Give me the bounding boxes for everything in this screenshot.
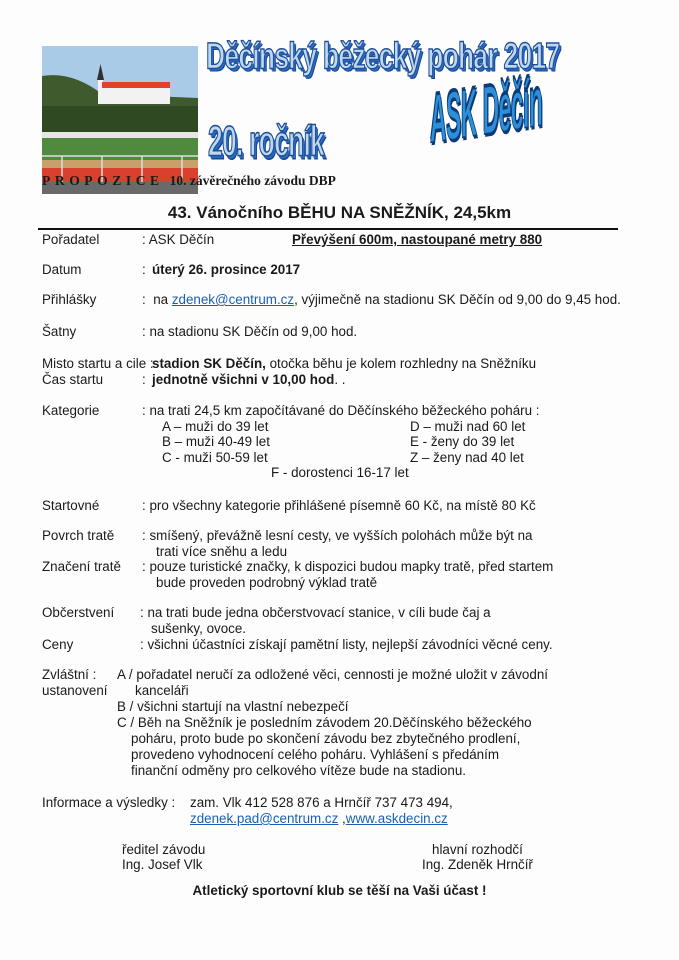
closing-message: Atletický sportovní klub se těší na Vaši účast ! <box>192 883 487 898</box>
propozice-label: PROPOZICE <box>42 173 164 188</box>
informace-links <box>190 811 448 826</box>
category-b: B – muži 40-49 let <box>162 434 270 449</box>
club-logo: ASK Děčín <box>430 64 543 158</box>
datum-label: Datum <box>42 262 82 277</box>
elevation-note: Převýšení 600m, nastoupané metry 880 <box>292 232 543 247</box>
obcerstveni-value-2: sušenky, ovoce. <box>151 621 247 636</box>
misto-label: Misto startu a cile : <box>42 356 154 371</box>
satny-label: Šatny <box>42 324 77 339</box>
propozice-subtitle: 10. závěrečného závodu DBP <box>169 173 336 188</box>
propozice-heading <box>42 173 336 189</box>
poradatel-label: Pořadatel <box>42 232 100 247</box>
kategorie-intro: : na trati 24,5 km započítávané do Děčínského běžeckého poháru : <box>142 403 540 418</box>
zvlastni-label: Zvláštní : <box>42 667 97 682</box>
category-a: A – muži do 39 let <box>162 419 269 434</box>
rule-c-2: poháru, proto bude po skončení závodu bez zbytečného prodlení, <box>131 731 521 746</box>
rule-a-2: kanceláři <box>135 683 189 698</box>
informace-contacts: zam. Vlk 412 528 876 a Hrnčíř 737 473 494, <box>190 795 453 810</box>
referee-name: Ing. Zdeněk Hrnčíř <box>422 857 533 872</box>
category-e: E - ženy do 39 let <box>410 434 515 449</box>
povrch-value-2: trati více sněhu a ledu <box>156 544 288 559</box>
cas-value-rest: . . <box>334 372 346 387</box>
satny-value: : na stadionu SK Děčín od 9,00 hod. <box>142 324 358 339</box>
cas-label: Čas startu <box>42 372 104 387</box>
title-divider <box>38 228 618 230</box>
rule-b: B / všichni startují na vlastní nebezpečí <box>117 699 349 714</box>
prihlasky-colon: : <box>142 292 146 307</box>
header-photo <box>42 46 198 194</box>
prihlasky-row <box>142 292 621 307</box>
znaceni-value-1: : pouze turistické značky, k dispozici budou mapky tratě, před startem <box>142 559 554 574</box>
obcerstveni-value-1: : na trati bude jedna občerstvovací stanice, v cíli bude čaj a <box>140 605 491 620</box>
links-separator: , <box>338 811 346 826</box>
race-title: 43. Vánočního BĚHU NA SNĚŽNÍK, 24,5km <box>167 203 512 222</box>
cas-value-bold: jednotně všichni v 10,00 hod <box>152 372 335 387</box>
prihlasky-pre: na <box>153 292 172 307</box>
misto-value-bold: stadion SK Děčín, <box>152 356 266 371</box>
prihlasky-label: Přihlášky <box>42 292 97 307</box>
stadium-castle-image <box>42 46 198 194</box>
rule-a-1: A / pořadatel neručí za odložené věci, cennosti je možné uložit v závodní <box>117 667 548 682</box>
obcerstveni-label: Občerstvení <box>42 605 115 620</box>
director-name: Ing. Josef Vlk <box>122 857 203 872</box>
category-z: Z – ženy nad 40 let <box>410 450 524 465</box>
misto-value-rest: otočka běhu je kolem rozhledny na Sněžníku <box>265 356 537 371</box>
category-c: C - muži 50-59 let <box>162 450 268 465</box>
informace-label: Informace a výsledky : <box>42 795 176 810</box>
rule-c-3: provedeno vyhodnocení celého poháru. Vyhlášení s předáním <box>131 747 499 762</box>
ceny-label: Ceny <box>42 637 74 652</box>
results-email-link[interactable]: zdenek.pad@centrum.cz <box>190 811 339 826</box>
znaceni-value-2: bude proveden podrobný výklad tratě <box>156 575 378 590</box>
poradatel-value: : ASK Děčín <box>142 232 215 247</box>
datum-value: úterý 26. prosince 2017 <box>152 262 301 277</box>
banner-title: Děčínský běžecký pohár 2017 <box>206 36 560 78</box>
referee-role: hlavní rozhodčí <box>432 842 523 857</box>
ceny-value: : všichni účastníci získají pamětní listy, nejlepší závodníci věcné ceny. <box>140 637 553 652</box>
povrch-label: Povrch tratě <box>42 528 115 543</box>
startovne-value: : pro všechny kategorie přihlášené písemně 60 Kč, na místě 80 Kč <box>142 498 536 513</box>
startovne-label: Startovné <box>42 498 100 513</box>
znaceni-label: Značení tratě <box>42 559 121 574</box>
edition-label: 20. ročník <box>208 118 325 166</box>
povrch-value-1: : smíšený, převážně lesní cesty, ve vyšších polohách může být na <box>142 528 533 543</box>
ustanoveni-label: ustanovení <box>42 683 108 698</box>
category-d: D – muži nad 60 let <box>410 419 526 434</box>
website-link[interactable]: www.askdecin.cz <box>345 811 448 826</box>
prihlasky-post: , výjimečně na stadionu SK Děčín od 9,00 do 9,45 hod. <box>294 292 621 307</box>
cas-colon: : <box>142 372 146 387</box>
rule-c-1: C / Běh na Sněžník je posledním závodem 20.Děčínského běžeckého <box>117 715 532 730</box>
category-f: F - dorostenci 16-17 let <box>271 465 409 480</box>
cas-value <box>152 372 345 387</box>
rule-c-4: finanční odměny pro celkového vítěze bude na stadionu. <box>131 763 466 778</box>
misto-value <box>152 356 536 371</box>
datum-colon: : <box>142 262 146 277</box>
registration-email-link[interactable]: zdenek@centrum.cz <box>171 292 295 307</box>
director-role: ředitel závodu <box>122 842 206 857</box>
kategorie-label: Kategorie <box>42 403 100 418</box>
